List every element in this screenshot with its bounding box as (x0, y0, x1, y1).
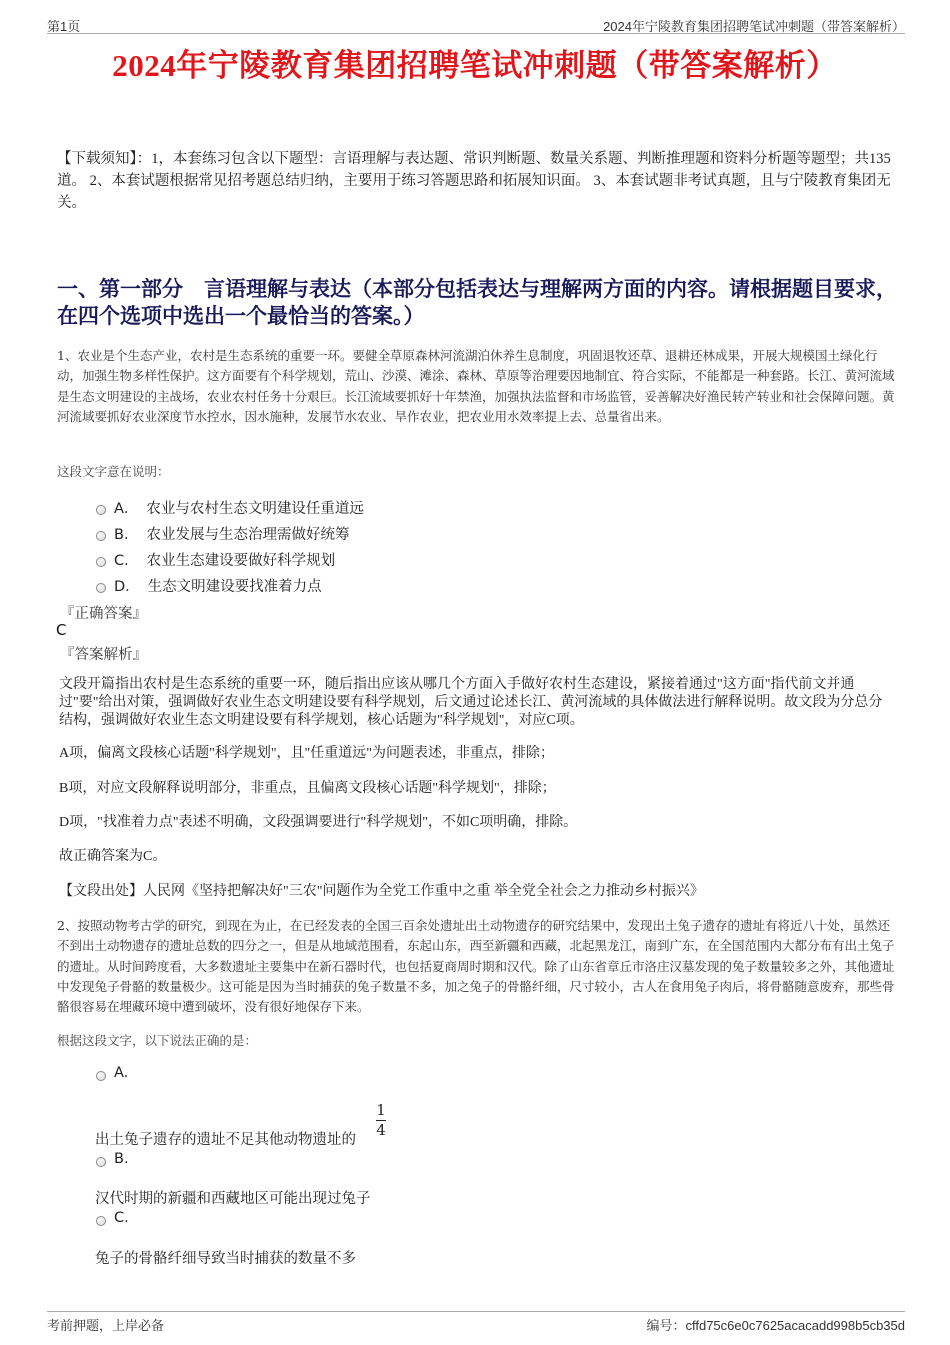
radio-button[interactable] (96, 1157, 106, 1167)
question-1-stem: 1、农业是个生态产业，农村是生态系统的重要一环。要健全草原森林河流湖泊休养生息制度，巩固退牧还草、退耕还林成果，开展大规模国土绿化行动，加强生物多样性保护。这方面要有个科学规划，荒山、沙漠、滩涂、森林、草原等治理要因地制宜、符合实际，不能都是一种套路。长江、黄河流域是生态文明建设的主战场，农业农村任务十分艰巨。长江流域要抓好十年禁渔，加强执法监督和市场监管，妥善解决好渔民转产转业和社会保障问题。黄河流域要抓好农业深度节水控水，因水施种，发展节水农业、旱作农业，把农业用水效率提上去、总量省出来。 (57, 348, 895, 424)
passage-source: 【文段出处】人民网《坚持把解决好"三农"问题作为全党工作重中之重 举全党全社会之力推动乡村振兴》 (59, 884, 704, 899)
option-text: 生态文明建设要找准着力点 (147, 579, 322, 595)
option-letter: B． (114, 527, 139, 543)
radio-button[interactable] (96, 531, 106, 541)
option-letter: B. (114, 1151, 129, 1167)
radio-button[interactable] (96, 583, 106, 593)
option-letter: D． (114, 579, 140, 595)
footer-slogan: 考前押题，上岸必备 (47, 1318, 165, 1333)
question-2-option-b[interactable] (96, 1151, 137, 1167)
option-letter: A. (114, 1065, 129, 1081)
page-number: 第1页 (47, 19, 81, 34)
section-title: 一、第一部分 言语理解与表达（本部分包括表达与理解两方面的内容。请根据题目要求，在四个选项中选出一个最恰当的答案。） (57, 277, 897, 328)
radio-button[interactable] (96, 505, 106, 515)
radio-button[interactable] (96, 1071, 106, 1081)
footer-serial: 编号：cffd75c6e0c7625acacadd998b5cb35d (646, 1318, 905, 1333)
question-1-option-d[interactable] (96, 575, 322, 596)
question-2-option-a-text: 出土兔子遗存的遗址不足其他动物遗址的 (95, 1132, 356, 1148)
question-1-prompt: 这段文字意在说明： (57, 464, 170, 479)
analysis-conclusion: 故正确答案为C。 (59, 849, 167, 864)
option-letter: C． (114, 553, 139, 569)
question-2-prompt: 根据这段文字，以下说法正确的是： (57, 1033, 258, 1048)
question-2-stem: 2、按照动物考古学的研究，到现在为止，在已经发表的全国三百余处遗址出土动物遗存的研究结果中，发现出土兔子遗存的遗址有将近八十处，虽然还不到出土动物遗存的遗址总数的四分之一，但是从地域范围看，东起山东，西至新疆和西藏，北起黑龙江，南到广东，在全国范围内大都分布有出土兔子的遗址。从时间跨度看，大多数遗址主要集中在新石器时代，也包括夏商周时期和汉代。除了山东省章丘市洛庄汉墓发现的兔子数量较多之外，其他遗址中发现兔子骨骼的数量极少。这可能是因为当时捕获的兔子数量不多，加之兔子的骨骼纤细，尺寸较小，古人在食用兔子肉后，将骨骼随意废弃，那些骨骼很容易在埋藏环境中遭到破坏，没有很好地保存下来。 (57, 918, 895, 1015)
option-text: 农业与农村生态文明建设任重道远 (146, 501, 364, 517)
analysis-label: 『答案解析』 (60, 647, 147, 663)
page-header (47, 14, 905, 34)
question-2-option-c[interactable] (96, 1210, 137, 1226)
question-1-option-b[interactable] (96, 523, 349, 544)
analysis-paragraph: 文段开篇指出农村是生态系统的重要一环，随后指出应该从哪几个方面入手做好农村生态建设，紧接着通过"这方面"指代前文并通过"要"给出对策，强调做好农业生态文明建设要有科学规划，后文通过论述长江、黄河流域的具体做法进行解释说明。故文段为分总分结构，强调做好农业生态文明建设要有科学规划，核心话题为"科学规划"，对应C项。 (59, 677, 883, 728)
question-2-option-a[interactable] (96, 1065, 136, 1081)
option-text: 农业发展与生态治理需做好统筹 (146, 527, 350, 543)
radio-button[interactable] (96, 557, 106, 567)
analysis-option-a: A项，偏离文段核心话题"科学规划"，且"任重道远"为问题表述，非重点，排除； (59, 746, 554, 761)
correct-answer-label: 『正确答案』 (60, 606, 147, 622)
fraction-numerator: 1 (376, 1101, 386, 1119)
question-2-option-c-text: 兔子的骨骼纤细导致当时捕获的数量不多 (95, 1251, 356, 1267)
download-notice: 【下载须知】：1，本套练习包含以下题型：言语理解与表达题、常识判断题、数量关系题、判断推理题和资料分析题等题型；共135道。 2、本套试题根据常见招考题总结归纳，主要用于练习答题思路和拓展知识面。 3、本套试题非考试真题，且与宁陵教育集团无关。 (57, 151, 891, 211)
fraction-one-quarter (376, 1102, 386, 1139)
fraction-denominator: 4 (376, 1121, 386, 1139)
question-2-option-b-text: 汉代时期的新疆和西藏地区可能出现过兔子 (95, 1191, 371, 1207)
page-footer (47, 1311, 905, 1333)
question-1-option-a[interactable] (96, 497, 364, 518)
running-title: 2024年宁陵教育集团招聘笔试冲刺题（带答案解析） (603, 19, 905, 34)
option-text: 农业生态建设要做好科学规划 (146, 553, 336, 569)
analysis-option-b: B项，对应文段解释说明部分，非重点，且偏离文段核心话题"科学规划"，排除； (59, 781, 556, 796)
question-1-option-c[interactable] (96, 549, 335, 570)
document-title: 2024年宁陵教育集团招聘笔试冲刺题（带答案解析） (112, 48, 838, 83)
correct-answer-value: C (56, 621, 67, 639)
radio-button[interactable] (96, 1216, 106, 1226)
option-letter: C. (114, 1210, 129, 1226)
option-letter: A． (114, 501, 139, 517)
analysis-option-d: D项，"找准着力点"表述不明确，文段强调要进行"科学规划"，不如C项明确，排除。 (59, 815, 578, 830)
